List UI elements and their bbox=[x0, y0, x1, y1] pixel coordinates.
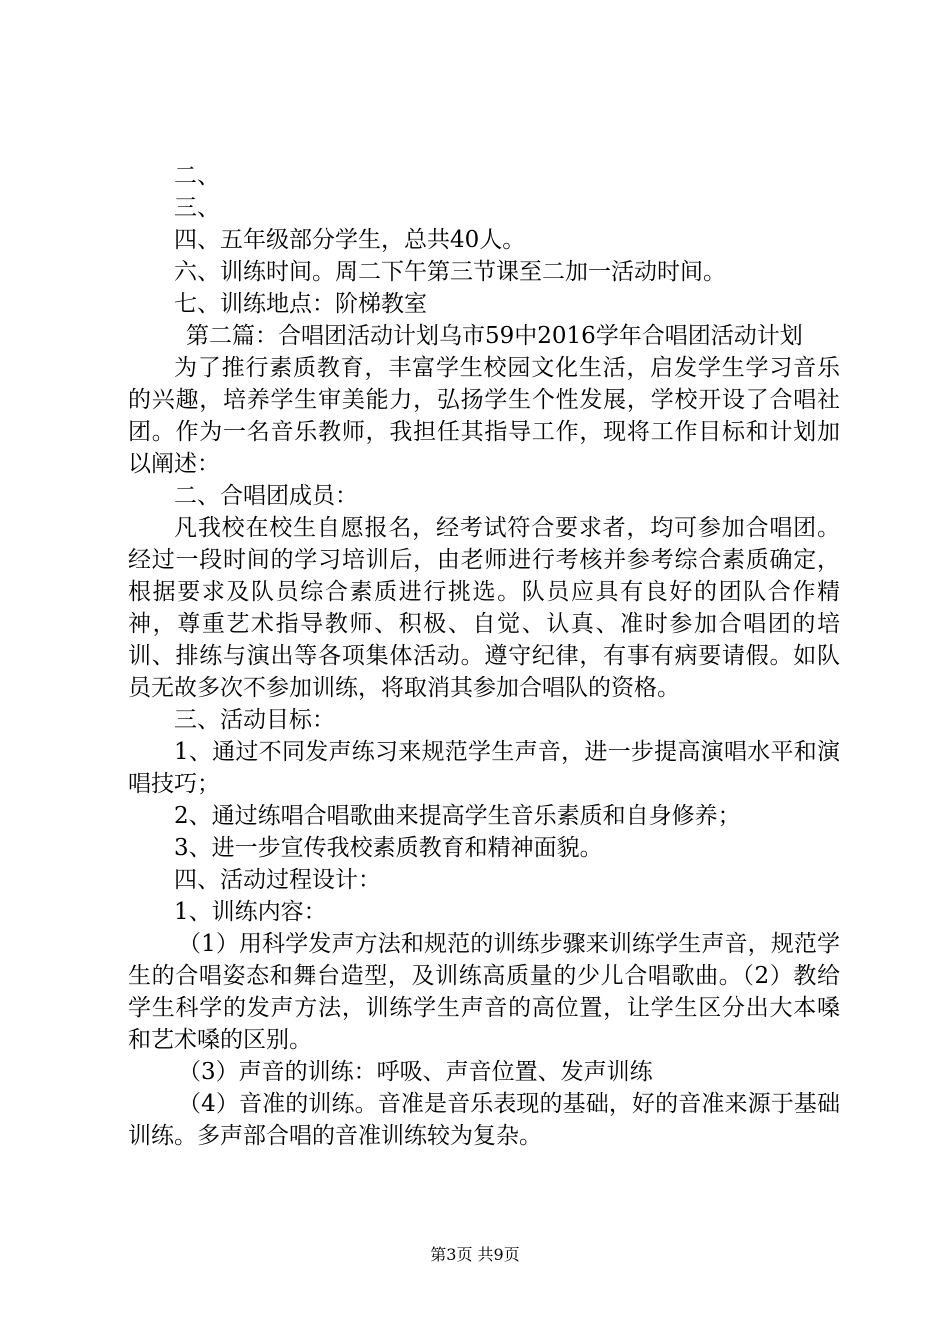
goal-item-1: 1、通过不同发声练习来规范学生声音，进一步提高演唱水平和演唱技巧； bbox=[128, 739, 840, 797]
paragraph-members: 凡我校在校生自愿报名，经考试符合要求者，均可参加合唱团。经过一段时间的学习培训后，由老师进行考核并参考综合素质确定，根据要求及队员综合素质进行挑选。队员应具有良好的团队合作精神，尊重艺术指导教师、积极、自觉、认真、准时参加合唱团的培训、排练与演出等各项集体活动。遵守纪律，有事有病要请假。如队员无故多次不参加训练，将取消其参加合唱队的资格。 bbox=[128, 515, 840, 701]
paragraph-3: 四、五年级部分学生，总共40人。 bbox=[174, 227, 526, 253]
heading-process: 四、活动过程设计： bbox=[174, 867, 381, 893]
paragraph-4: 六、训练时间。周二下午第三节课至二加一活动时间。 bbox=[174, 259, 726, 285]
paragraph-intro: 为了推行素质教育，丰富学生校园文化生活，启发学生学习音乐的兴趣，培养学生审美能力，弘扬学生个性发展，学校开设了合唱社团。作为一名音乐教师，我担任其指导工作，现将工作目标和计划加以阐述： bbox=[128, 355, 840, 477]
heading-goals: 三、活动目标： bbox=[174, 707, 335, 733]
heading-members: 二、合唱团成员： bbox=[174, 483, 358, 509]
training-item-4: （4）音准的训练。音准是音乐表现的基础，好的音准来源于基础训练。多声部合唱的音准训练较为复杂。 bbox=[128, 1091, 840, 1149]
heading-training-content: 1、训练内容： bbox=[174, 899, 327, 925]
goal-item-2: 2、通过练唱合唱歌曲来提高学生音乐素质和自身修养； bbox=[174, 803, 741, 829]
document-body bbox=[128, 160, 840, 1152]
page-footer: 第3页 共9页 bbox=[430, 1245, 520, 1264]
training-item-1-2: （1）用科学发声方法和规范的训练步骤来训练学生声音，规范学生的合唱姿态和舞台造型，及训练高质量的少儿合唱歌曲。（2）教给学生科学的发声方法，训练学生声音的高位置，让学生区分出大本嗓和艺术嗓的区别。 bbox=[128, 931, 840, 1053]
paragraph-1: 二、 bbox=[174, 163, 220, 189]
goal-item-3: 3、进一步宣传我校素质教育和精神面貌。 bbox=[174, 835, 603, 861]
paragraph-2: 三、 bbox=[174, 195, 220, 221]
paragraph-5: 七、训练地点：阶梯教室 bbox=[174, 291, 427, 317]
training-item-3: （3）声音的训练：呼吸、声音位置、发声训练 bbox=[178, 1059, 653, 1085]
section-title: 第二篇：合唱团活动计划乌市59中2016学年合唱团活动计划 bbox=[186, 323, 803, 349]
